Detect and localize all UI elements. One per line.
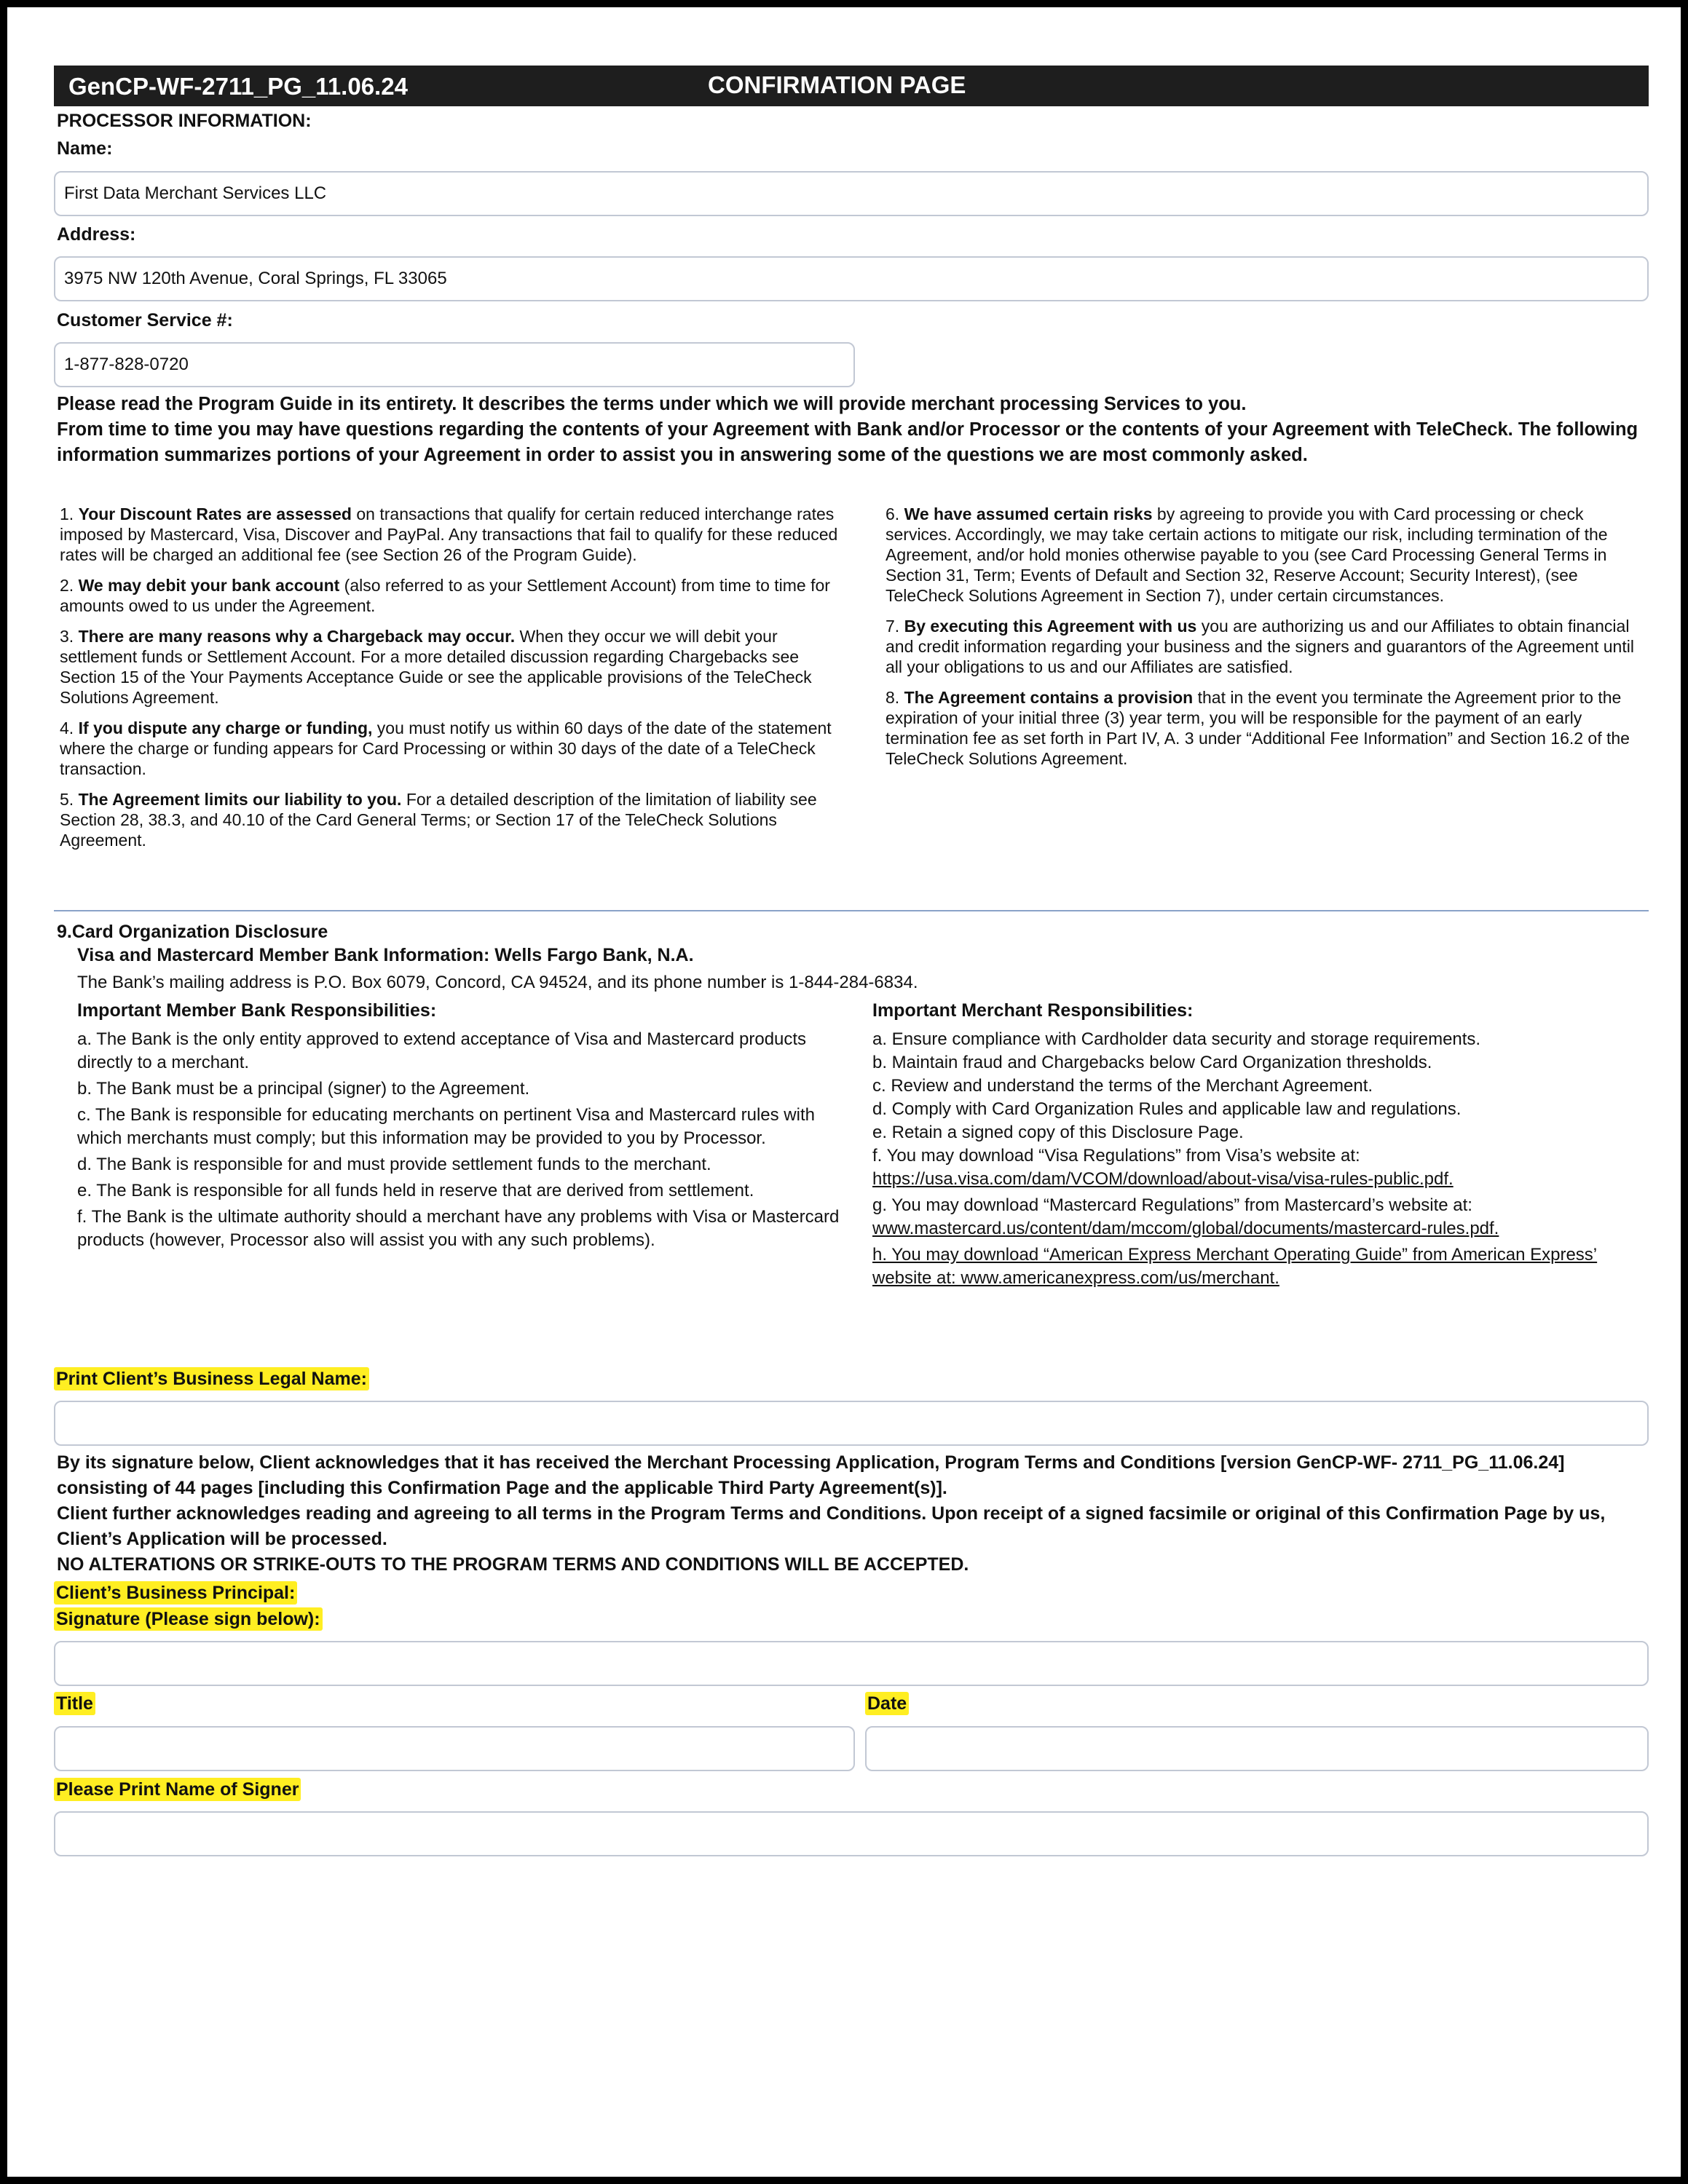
processor-section-label: PROCESSOR INFORMATION:	[57, 111, 312, 131]
bank-resp-heading: Important Member Bank Responsibilities:	[77, 1000, 437, 1021]
points-left-column	[60, 504, 839, 860]
visa-rules-link[interactable]: https://usa.visa.com/dam/VCOM/download/about-visa/visa-rules-public.pdf.	[872, 1169, 1454, 1189]
point-4: 4. If you dispute any charge or funding, you must notify us within 60 days of the date of the statement where the charge or funding appears for Card Processing or within 30 days of the date of a TeleCheck transaction.	[60, 719, 832, 778]
merchant-resp-list	[872, 1028, 1644, 1293]
merchant-resp-item: a. Ensure compliance with Cardholder data security and storage requirements.	[872, 1029, 1481, 1049]
bank-resp-item: c. The Bank is responsible for educating merchants on pertinent Visa and Mastercard rules with which merchants must comply; but this information may be provided to you by Processor.	[77, 1105, 815, 1148]
title-label: Title	[54, 1693, 95, 1714]
address-label: Address:	[57, 224, 136, 245]
merchant-resp-item: b. Maintain fraud and Chargebacks below Card Organization thresholds.	[872, 1053, 1432, 1072]
principal-label: Client’s Business Principal:	[54, 1583, 297, 1604]
processor-address-field[interactable]: 3975 NW 120th Avenue, Coral Springs, FL 33065	[54, 256, 1649, 301]
merchant-resp-item: c. Review and understand the terms of the Merchant Agreement.	[872, 1076, 1373, 1096]
disclosure-heading: 9.Card Organization Disclosure	[57, 922, 328, 942]
merchant-resp-visa: f. You may download “Visa Regulations” from Visa’s website at: https://usa.visa.com/dam/VCOM/download/about-visa/visa-rules-public.pdf.	[872, 1146, 1454, 1189]
intro-line-2: From time to time you may have questions regarding the contents of your Agreement with Bank and/or Processor or the contents of your Agreement with TeleCheck. The following information summarizes portions of your Agreement in order to assist you in answering some of the questions we are most commonly asked.	[57, 419, 1638, 465]
bank-resp-item: b. The Bank must be a principal (signer) to the Agreement.	[77, 1079, 530, 1099]
customer-service-label: Customer Service #:	[57, 310, 233, 331]
ack-line-1: By its signature below, Client acknowledges that it has received the Merchant Processing Application, Program Terms and Conditions [version GenCP-WF- 2711_PG_11.06.24] consisting of 44 pages [including this Confirmation Page and the applicable Third Party Agreement(s)].	[57, 1452, 1565, 1498]
form-code: GenCP-WF-2711_PG_11.06.24	[68, 73, 408, 100]
bank-resp-item: f. The Bank is the ultimate authority should a merchant have any problems with Visa or Mastercard products (however, Processor also will assist you with any such problems).	[77, 1207, 840, 1250]
section-divider	[54, 910, 1649, 911]
amex-guide-link[interactable]: h. You may download “American Express Merchant Operating Guide” from American Express’ website at: www.americanexpress.com/us/merchant.	[872, 1245, 1598, 1288]
merchant-resp-item: d. Comply with Card Organization Rules and applicable law and regulations.	[872, 1099, 1462, 1119]
point-7: 7. By executing this Agreement with us you are authorizing us and our Affiliates to obtain financial and credit information regarding your business and the signers and guarantors of the Agreement until all your obligations to us and our Affiliates are satisfied.	[886, 617, 1634, 676]
signature-field[interactable]	[54, 1641, 1649, 1686]
merchant-resp-heading: Important Merchant Responsibilities:	[872, 1000, 1194, 1021]
page-title: CONFIRMATION PAGE	[708, 71, 966, 98]
bank-info: Visa and Mastercard Member Bank Information: Wells Fargo Bank, N.A.	[77, 945, 694, 965]
merchant-resp-item: e. Retain a signed copy of this Disclosure Page.	[872, 1123, 1244, 1142]
date-field[interactable]	[865, 1726, 1649, 1771]
date-label: Date	[865, 1693, 909, 1714]
legal-name-field[interactable]	[54, 1401, 1649, 1446]
intro-line-1: Please read the Program Guide in its entirety. It describes the terms under which we will provide merchant processing Services to you.	[57, 394, 1247, 414]
bank-resp-item: e. The Bank is responsible for all funds held in reserve that are derived from settlement.	[77, 1181, 754, 1200]
header-bar	[54, 66, 1649, 106]
ack-line-3: NO ALTERATIONS OR STRIKE-OUTS TO THE PROGRAM TERMS AND CONDITIONS WILL BE ACCEPTED.	[57, 1554, 969, 1575]
signature-label: Signature (Please sign below):	[54, 1609, 323, 1630]
bank-resp-item: d. The Bank is responsible for and must provide settlement funds to the merchant.	[77, 1155, 711, 1174]
bank-resp-list	[77, 1028, 864, 1255]
processor-name-field[interactable]: First Data Merchant Services LLC	[54, 171, 1649, 216]
mastercard-rules-link[interactable]: www.mastercard.us/content/dam/mccom/global/documents/mastercard-rules.pdf.	[872, 1219, 1499, 1238]
merchant-resp-mastercard: g. You may download “Mastercard Regulations” from Mastercard’s website at: www.mastercard.us/content/dam/mccom/global/documents/mastercard-rules.pdf.	[872, 1195, 1499, 1238]
point-2: 2. We may debit your bank account (also referred to as your Settlement Account) from time to time for amounts owed to us under the Agreement.	[60, 576, 830, 615]
legal-name-label: Print Client’s Business Legal Name:	[54, 1369, 369, 1390]
title-field[interactable]	[54, 1726, 855, 1771]
point-1: 1. Your Discount Rates are assessed on transactions that qualify for certain reduced interchange rates imposed by Mastercard, Visa, Discover and PayPal. Any transactions that fail to qualify for these reduced rates will be charged an additional fee (see Section 26 of the Program Guide).	[60, 505, 838, 564]
bank-resp-item: a. The Bank is the only entity approved to extend acceptance of Visa and Mastercard products directly to a merchant.	[77, 1029, 807, 1072]
point-5: 5. The Agreement limits our liability to you. For a detailed description of the limitation of liability see Section 28, 38.3, and 40.10 of the Card General Terms; or Section 17 of the TeleCheck Solutions Agreement.	[60, 790, 817, 850]
print-name-field[interactable]	[54, 1811, 1649, 1856]
intro-text	[57, 392, 1659, 468]
points-right-column	[886, 504, 1636, 779]
point-8: 8. The Agreement contains a provision that in the event you terminate the Agreement prior to the expiration of your initial three (3) year term, you will be responsible for the payment of an early termination fee as set forth in Part IV, A. 3 under “Additional Fee Information” and Section 16.2 of the TeleCheck Solutions Agreement.	[886, 688, 1630, 768]
acknowledgement-text	[57, 1450, 1644, 1578]
customer-service-field[interactable]: 1-877-828-0720	[54, 342, 855, 387]
ack-line-2: Client further acknowledges reading and agreeing to all terms in the Program Terms and Conditions. Upon receipt of a signed facsimile or original of this Confirmation Page by us, Client’s Application will be processed.	[57, 1503, 1606, 1549]
name-label: Name:	[57, 138, 113, 159]
bank-address-line: The Bank’s mailing address is P.O. Box 6079, Concord, CA 94524, and its phone number is 1-844-284-6834.	[77, 973, 918, 992]
point-6: 6. We have assumed certain risks by agreeing to provide you with Card processing or check services. Accordingly, we may take certain actions to mitigate our risk, including termination of the Agreement, and/or hold monies otherwise payable to you (see Card Processing General Terms in Section 31, Term; Events of Default and Section 32, Reserve Account; Security Interest), (see TeleCheck Solutions Agreement in Section 7), under certain circumstances.	[886, 505, 1608, 605]
point-3: 3. There are many reasons why a Chargeback may occur. When they occur we will debit your settlement funds or Settlement Account. For a more detailed discussion regarding Chargebacks see Section 15 of the Your Payments Acceptance Guide or see the applicable provisions of the TeleCheck Solutions Agreement.	[60, 627, 812, 707]
print-name-label: Please Print Name of Signer	[54, 1779, 301, 1800]
